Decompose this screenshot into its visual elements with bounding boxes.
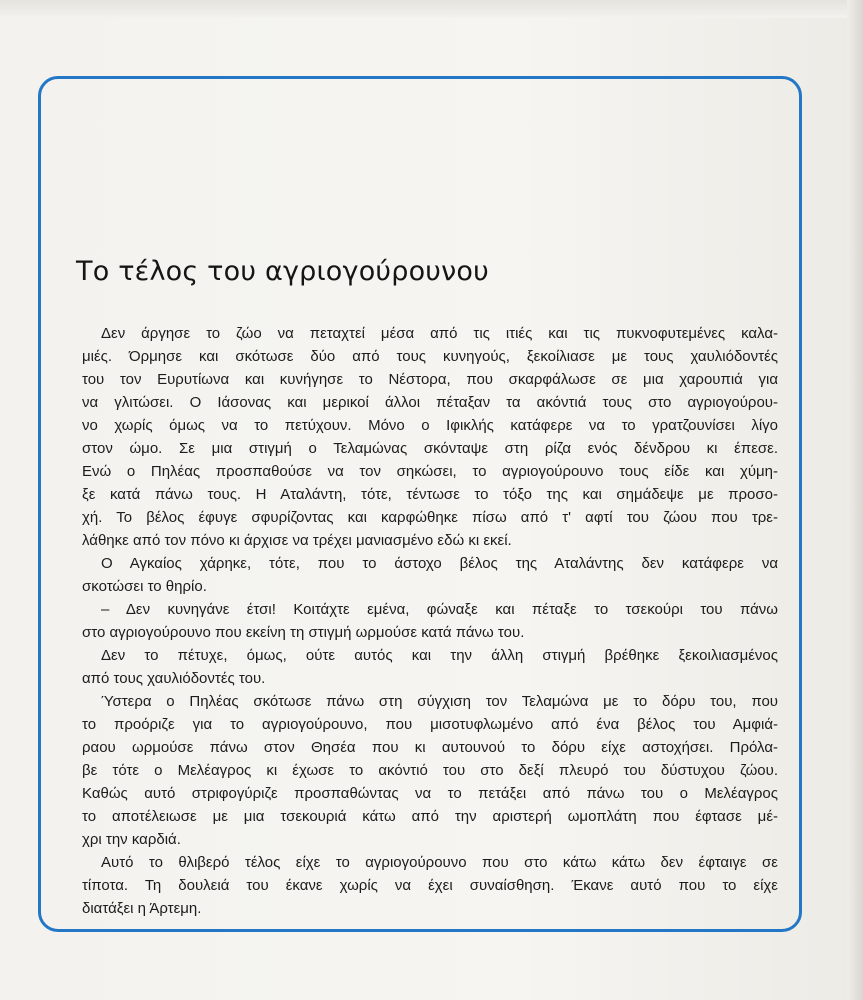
text-line: Ο Αγκαίος χάρηκε, τότε, που το άστοχο βέλος της Αταλάντης δεν κατάφερε να [101,555,778,572]
text-line: χρι την καρδιά. [82,831,181,848]
text-line: Ενώ ο Πηλέας προσπαθούσε να τον σηκώσει, το αγριογούρουνο τους είδε και χύμη- [82,463,778,480]
text-line: Καθώς αυτό στριφογύριζε προσπαθώντας να το πετάξει από πάνω του ο Μελέαγρος [82,785,778,802]
text-line: μιές. Όρμησε και σκότωσε δύο από τους κυνηγούς, ξεκοίλιασε με τους χαυλιόδοντές [82,348,778,365]
text-line: το προόριζε για το αγριογούρουνο, που μισοτυφλωμένο από ένα βέλος του Αμφιά- [82,716,778,733]
text-line: ξε κατά πάνω τους. Η Αταλάντη, τότε, τέντωσε το τόξο της και σημάδεψε με προσο- [82,486,778,503]
text-line: νο χωρίς όμως να το πετύχουν. Μόνο ο Ιφικλής κατάφερε να το γρατζουνίσει λίγο [82,417,778,434]
text-line: τίποτα. Τη δουλειά του έκανε χωρίς να έχει συναίσθηση. Έκανε αυτό που το είχε [82,877,778,894]
text-line: το αποτέλειωσε με μια τσεκουριά κάτω από την αριστερή ωμοπλάτη που έφτασε μέ- [82,808,778,825]
text-line: στο αγριογούρουνο που εκείνη τη στιγμή ωρμούσε κατά πάνω του. [82,624,525,641]
page-top-edge [0,0,863,18]
text-line: του τον Ευρυτίωνα και κυνήγησε το Νέστορα, που σκαρφάλωσε σε μια χαρουπιά για [82,371,778,388]
text-line: ραου ωρμούσε πάνω στον Θησέα που κι αυτουνού το δόρυ είχε αστοχήσει. Πρόλα- [82,739,778,756]
text-line: χή. Το βέλος έφυγε σφυρίζοντας και καρφώθηκε πίσω από τ' αφτί του ζώου που τρε- [82,509,778,526]
body-text [82,322,778,920]
text-line: Αυτό το θλιβερό τέλος είχε το αγριογούρουνο που στο κάτω κάτω δεν έφταιγε σε [101,854,778,871]
text-line: σκοτώσει το θηρίο. [82,578,207,595]
text-line: Δεν το πέτυχε, όμως, ούτε αυτός και την άλλη στιγμή βρέθηκε ξεκοιλιασμένος [101,647,778,664]
text-line: από τους χαυλιόδοντές του. [82,670,266,687]
text-line: λάθηκε από τον πόνο κι άρχισε να τρέχει μανιασμένο εδώ κι εκεί. [82,532,512,549]
text-line: Ύστερα ο Πηλέας σκότωσε πάνω στη σύγχιση τον Τελαμώνα με το δόρυ του, που [101,693,778,710]
text-line: βε τότε ο Μελέαγρος κι έχωσε το ακόντιό του στο δεξί πλευρό του δύστυχου ζώου. [82,762,778,779]
text-line: να γλιτώσει. Ο Ιάσονας και μερικοί άλλοι πέταξαν τα ακόντιά τους στο αγριογούρου- [82,394,778,411]
text-line: Δεν άργησε το ζώο να πεταχτεί μέσα από τις ιτιές και τις πυκνοφυτεμένες καλα- [101,325,778,342]
text-line: διατάξει η Άρτεμη. [82,900,202,917]
page-title: Το τέλος του αγριογούρουνου [76,256,489,287]
text-line: – Δεν κυνηγάνε έτσι! Κοιτάχτε εμένα, φώναξε και πέταξε το τσεκούρι του πάνω [101,601,778,618]
page-right-edge [847,0,863,1000]
text-line: στον ώμο. Σε μια στιγμή ο Τελαμώνας σκόνταψε στη ρίζα ενός δένδρου κι έπεσε. [82,440,778,457]
